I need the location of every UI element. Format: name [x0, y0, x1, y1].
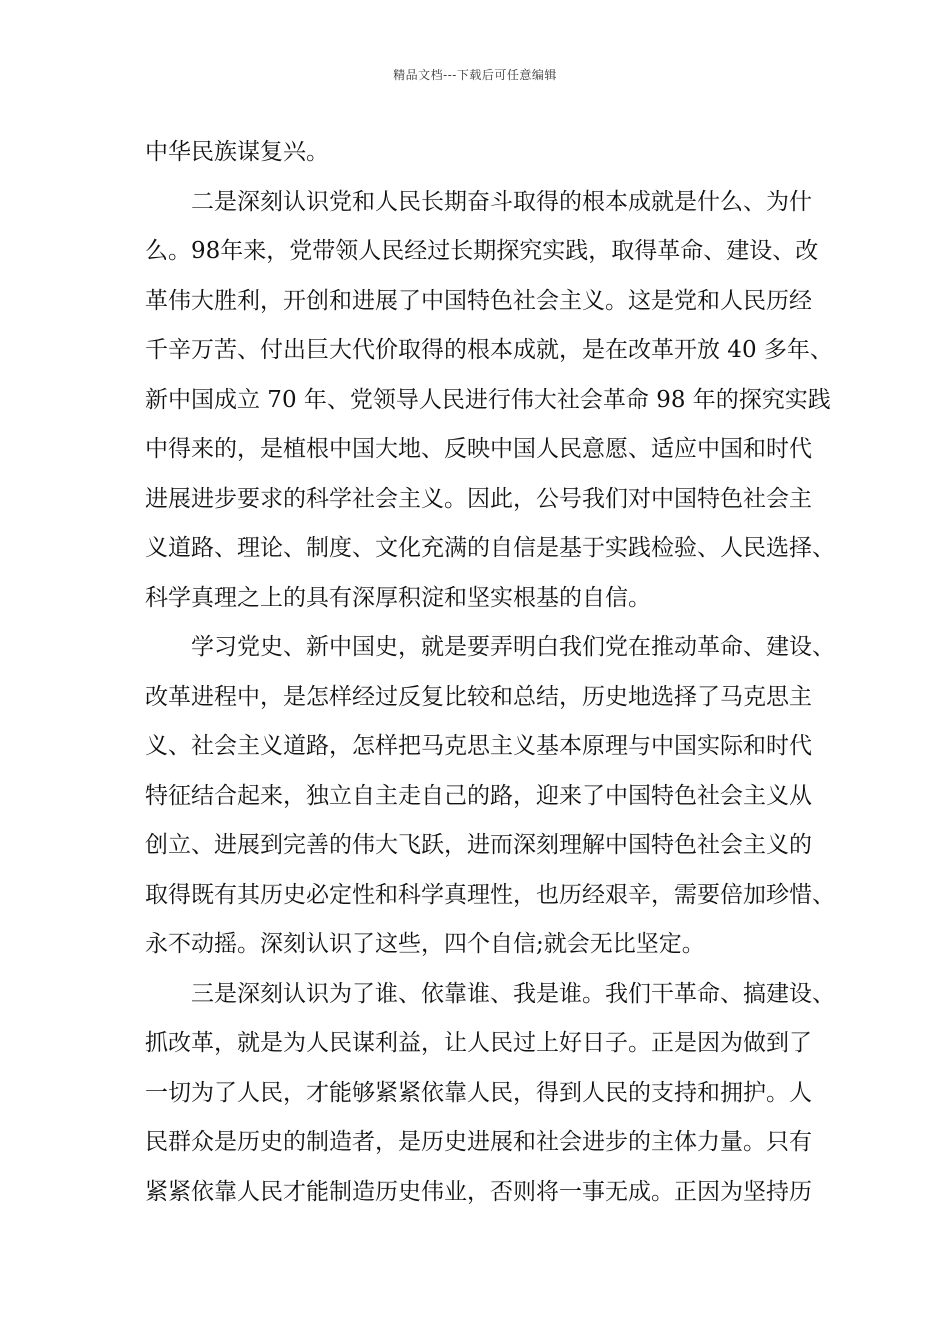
text-line: 科学真理之上的具有深厚积淀和坚实根基的自信。 [145, 584, 651, 611]
text-line: 一切为了人民，才能够紧紧依靠人民，得到人民的支持和拥护。人 [145, 1079, 812, 1106]
page-header: 精品文档---下载后可任意编辑 [393, 68, 557, 82]
text-line: 义道路、理论、制度、文化充满的自信是基于实践检验、人民选择、 [145, 535, 835, 561]
text-line: 么。98年来，党带领人民经过长期探究实践，取得革命、建设、改 [145, 238, 819, 264]
paragraph-start-line: 三是深刻认识为了谁、依靠谁、我是谁。我们干革命、搞建设、 [191, 980, 835, 1007]
text-line: 革伟大胜利，开创和进展了中国特色社会主义。这是党和人民历经 [145, 287, 812, 314]
text-line: 特征结合起来，独立自主走自己的路，迎来了中国特色社会主义从 [145, 782, 812, 809]
text-line: 新中国成立 70 年、党领导人民进行伟大社会革命 98 年的探究实践 [145, 386, 831, 413]
text-line: 中得来的，是植根中国大地、反映中国人民意愿、适应中国和时代 [145, 436, 812, 462]
paragraph-start-line: 学习党史、新中国史，就是要弄明白我们党在推动革命、建设、 [191, 634, 835, 660]
document-body [145, 128, 835, 1217]
text-line: 千辛万苦、付出巨大代价取得的根本成就，是在改革开放 40 多年、 [145, 337, 833, 363]
text-line: 民群众是历史的制造者，是历史进展和社会进步的主体力量。只有 [145, 1129, 812, 1155]
text-line: 中华民族谋复兴。 [145, 139, 329, 165]
text-line: 进展进步要求的科学社会主义。因此，公号我们对中国特色社会主 [145, 485, 812, 512]
paragraph-start-line: 二是深刻认识党和人民长期奋斗取得的根本成就是什么、为什 [191, 188, 812, 215]
text-line: 创立、进展到完善的伟大飞跃，进而深刻理解中国特色社会主义的 [145, 832, 812, 858]
text-line: 紧紧依靠人民才能制造历史伟业，否则将一事无成。正因为坚持历 [145, 1178, 812, 1205]
text-line: 义、社会主义道路，怎样把马克思主义基本原理与中国实际和时代 [145, 733, 812, 759]
text-line: 抓改革，就是为人民谋利益，让人民过上好日子。正是因为做到了 [145, 1030, 812, 1056]
text-line: 取得既有其历史必定性和科学真理性，也历经艰辛，需要倍加珍惜、 [145, 881, 835, 908]
text-line: 改革进程中，是怎样经过反复比较和总结，历史地选择了马克思主 [145, 683, 812, 710]
text-line: 永不动摇。深刻认识了这些，四个自信;就会无比坚定。 [145, 931, 705, 957]
